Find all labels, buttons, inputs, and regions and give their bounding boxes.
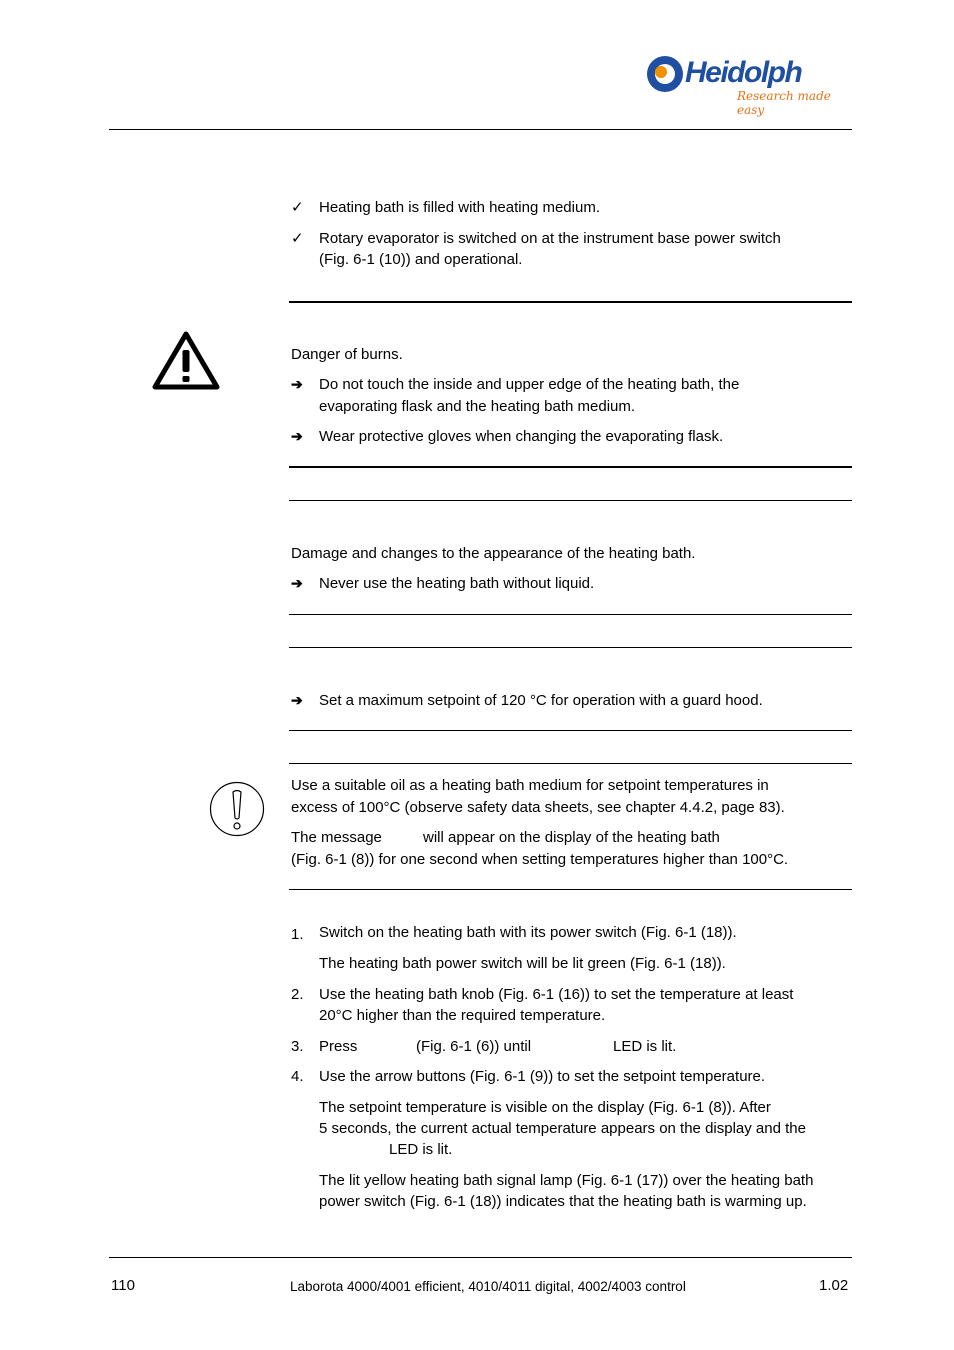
step-text: Use the heating bath knob (Fig. 6-1 (16)) to set the temperature at least	[319, 986, 794, 1003]
brand-logo	[645, 52, 860, 117]
check-icon: ✓	[291, 199, 304, 216]
logo-circle-icon	[645, 54, 685, 94]
logo-tagline: Research made easy	[737, 89, 831, 117]
page-number: 110	[111, 1277, 135, 1294]
info-text: will appear on the display of the heating bath	[423, 829, 720, 846]
step-result: 5 seconds, the current actual temperature appears on the display and the	[319, 1120, 806, 1137]
step-number: 4.	[291, 1068, 304, 1085]
step-text: 20°C higher than the required temperature.	[319, 1007, 606, 1024]
info-text: (Fig. 6-1 (8)) for one second when setting temperatures higher than 100°C.	[291, 851, 789, 868]
prereq-text: Rotary evaporator is switched on at the instrument base power switch	[319, 230, 781, 247]
caution-bottom-rule	[289, 614, 852, 615]
info-text: Use a suitable oil as a heating bath medium for setpoint temperatures in	[291, 777, 769, 794]
arrow-right-icon: ➔	[291, 376, 303, 392]
step-number: 2.	[291, 986, 304, 1003]
warning-bottom-rule	[289, 466, 852, 468]
arrow-right-icon: ➔	[291, 428, 303, 444]
info-bottom-rule	[289, 889, 852, 890]
footer-rule	[109, 1257, 852, 1258]
exclamation-circle-icon	[208, 780, 266, 838]
warning-action: Wear protective gloves when changing the evaporating flask.	[319, 428, 724, 445]
document-title: Laborota 4000/4001 efficient, 4010/4011 digital, 4002/4003 control	[290, 1279, 686, 1294]
caution-top-rule	[289, 500, 852, 501]
info-top-rule	[289, 763, 852, 764]
step-result: The heating bath power switch will be lit green (Fig. 6-1 (18)).	[319, 955, 726, 972]
prereq-text: Heating bath is filled with heating medium.	[319, 199, 600, 216]
step-text: Switch on the heating bath with its power switch (Fig. 6-1 (18)).	[319, 924, 737, 941]
step-number: 1.	[291, 926, 304, 943]
arrow-right-icon: ➔	[291, 692, 303, 708]
prereq-text: (Fig. 6-1 (10)) and operational.	[319, 251, 523, 268]
step-result: LED is lit.	[389, 1141, 453, 1158]
notice-top-rule	[289, 647, 852, 648]
warning-triangle-icon	[151, 330, 221, 392]
step-text: Press	[319, 1038, 358, 1055]
warning-top-rule	[289, 301, 852, 303]
step-number: 3.	[291, 1038, 304, 1055]
check-icon: ✓	[291, 230, 304, 247]
step-result: power switch (Fig. 6-1 (18)) indicates that the heating bath is warming up.	[319, 1193, 807, 1210]
info-text: excess of 100°C (observe safety data sheets, see chapter 4.4.2, page 83).	[291, 799, 785, 816]
step-text: LED is lit.	[613, 1038, 677, 1055]
warning-action: evaporating flask and the heating bath medium.	[319, 398, 636, 415]
notice-action: Set a maximum setpoint of 120 °C for operation with a guard hood.	[319, 692, 763, 709]
info-text: The message	[291, 829, 382, 846]
version: 1.02	[819, 1277, 849, 1294]
warning-text: Danger of burns.	[291, 346, 403, 363]
warning-action: Do not touch the inside and upper edge of the heating bath, the	[319, 376, 740, 393]
caution-action: Never use the heating bath without liquid.	[319, 575, 595, 592]
caution-text: Damage and changes to the appearance of the heating bath.	[291, 545, 696, 562]
header-rule	[109, 129, 852, 130]
arrow-right-icon: ➔	[291, 575, 303, 591]
step-text: Use the arrow buttons (Fig. 6-1 (9)) to set the setpoint temperature.	[319, 1068, 766, 1085]
logo-wordmark: Heidolph	[685, 56, 802, 89]
notice-bottom-rule	[289, 730, 852, 731]
step-text: (Fig. 6-1 (6)) until	[416, 1038, 532, 1055]
step-result: The setpoint temperature is visible on the display (Fig. 6-1 (8)). After	[319, 1099, 771, 1116]
step-result: The lit yellow heating bath signal lamp (Fig. 6-1 (17)) over the heating bath	[319, 1172, 814, 1189]
